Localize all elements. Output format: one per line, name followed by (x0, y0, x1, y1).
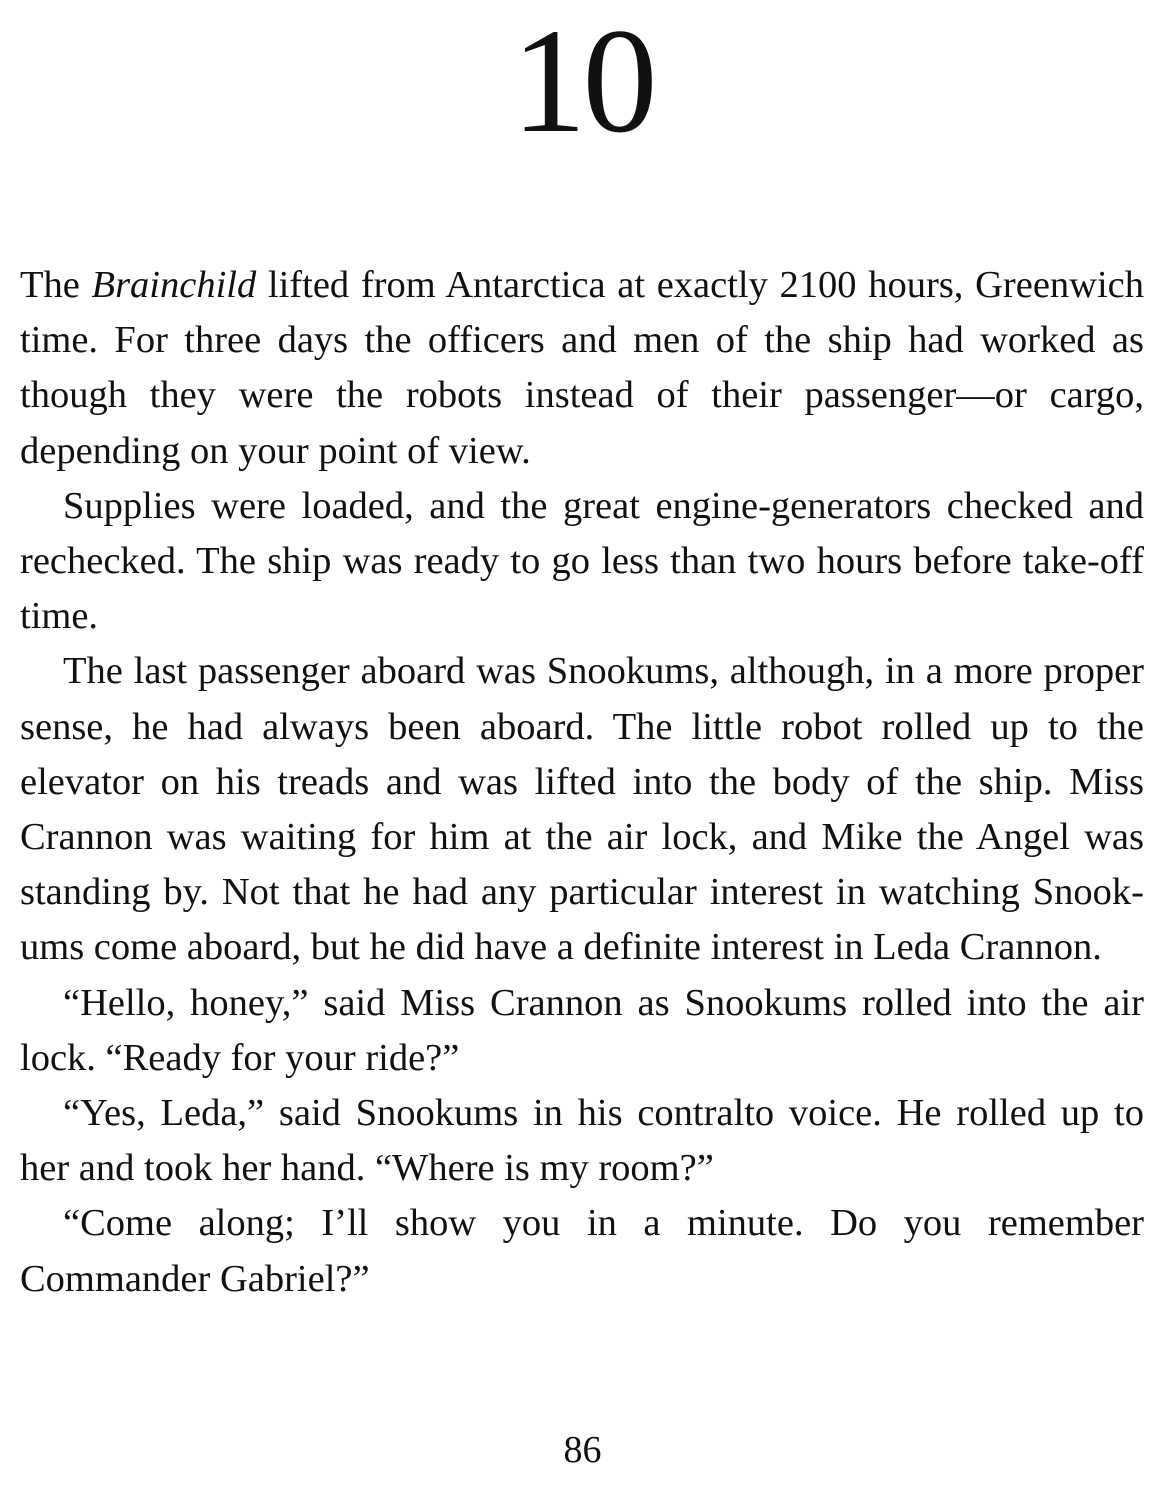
ship-name-italic: Brainchild (91, 264, 257, 306)
paragraph-5: “Yes, Leda,” said Snookums in his contralto voice. He rolled up to her and took her hand. “Where is my room?” (20, 1092, 1144, 1190)
paragraph-6: “Come along; I’ll show you in a minute. Do you remember Commander Gabriel?” (20, 1202, 1144, 1300)
paragraph-2: Supplies were loaded, and the great engine-generators checked and rechecked. The ship was ready to go less than two hours before take-off time. (20, 484, 1144, 638)
paragraph-1-rest: lifted from Antarctica at exactly 2100 hours, Greenwich time. For three days the officers and men of the ship had worked as though they were the robots instead of their passenger—or cargo, depending on your point of view. (20, 264, 1144, 472)
paragraph-3: The last passenger aboard was Snookums, although, in a more proper sense, he had always been aboard. The little robot rolled up to the elevator on his treads and was lifted into the body of the ship. Miss Crannon was waiting for him at the air lock, and Mike the Angel was standing by. Not that he had any particular interest in watching Snookums come aboard, but he did have a definite interest in Leda Crannon. (20, 650, 1144, 969)
paragraph-1-lead: The (20, 264, 92, 306)
page-number: 86 (563, 1429, 602, 1471)
body-text (20, 258, 1144, 1307)
paragraph-4: “Hello, honey,” said Miss Crannon as Snookums rolled into the air lock. “Ready for your ride?” (20, 981, 1144, 1079)
chapter-number: 10 (511, 0, 654, 164)
paragraph-1 (20, 258, 1144, 479)
